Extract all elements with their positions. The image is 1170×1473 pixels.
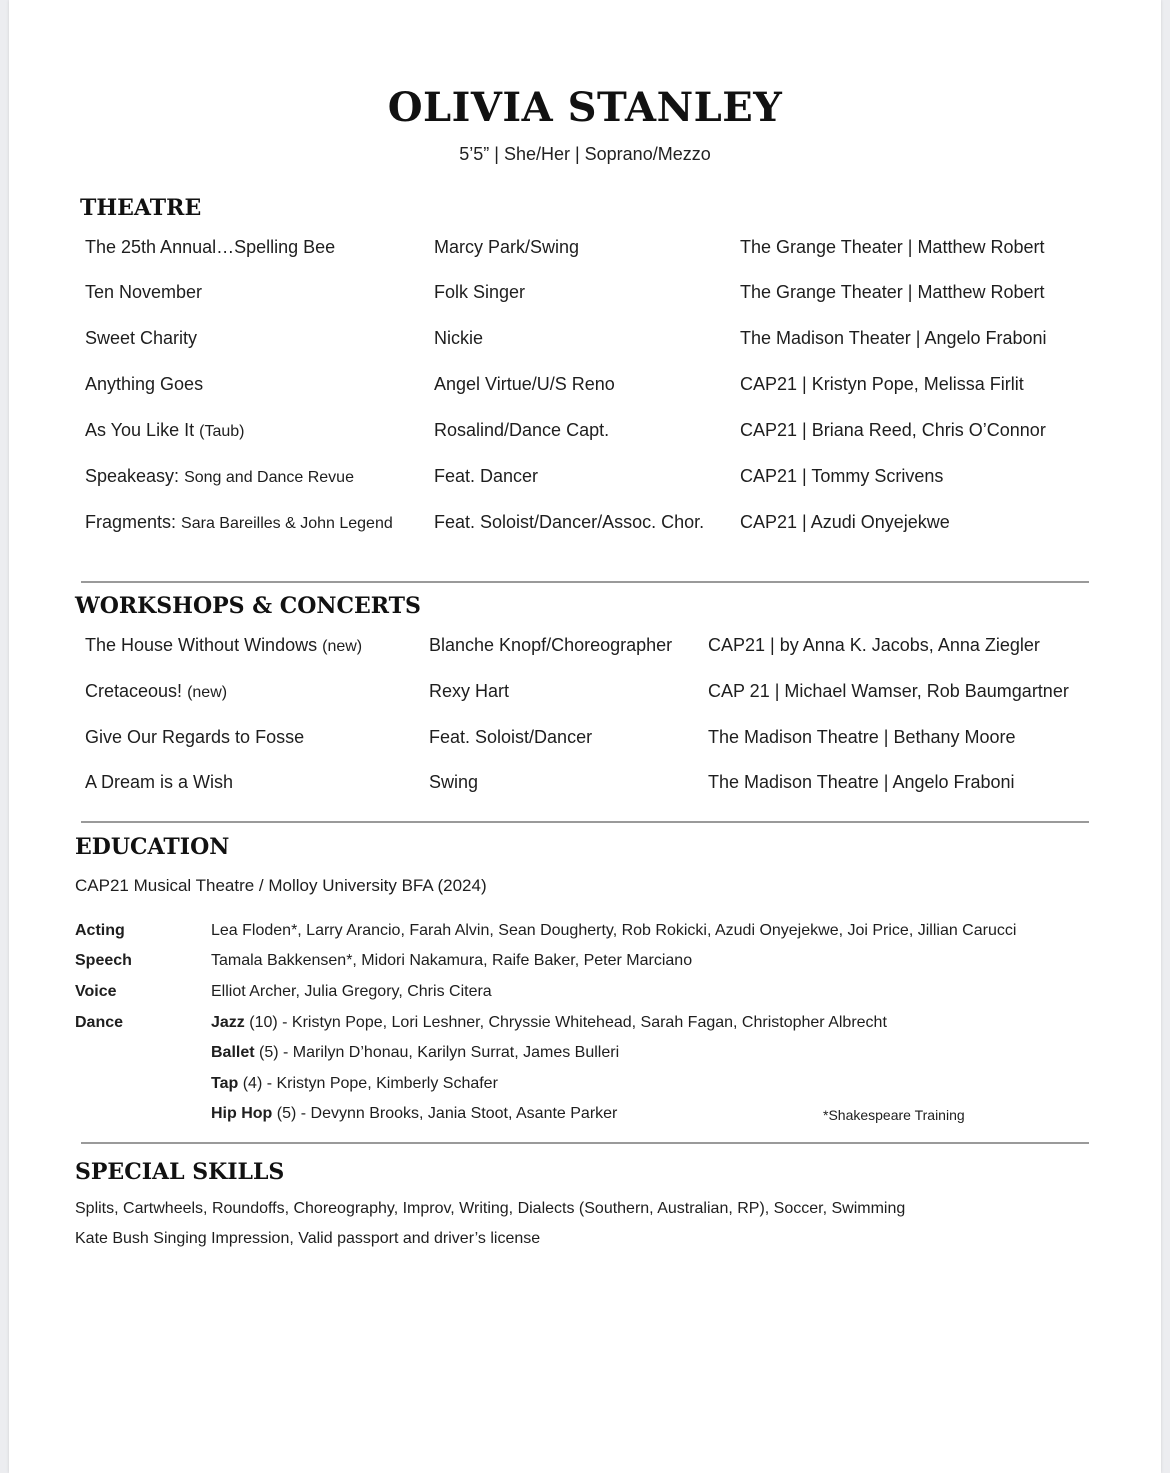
dance-training: Hip Hop (5) - Devynn Brooks, Jania Stoot, Asante Parker xyxy=(211,1105,618,1122)
workshop-role: Rexy Hart xyxy=(429,681,510,701)
skills-line: Splits, Cartwheels, Roundoffs, Choreography, Improv, Writing, Dialects (Southern, Australian, RP), Soccer, Swimming xyxy=(75,1200,906,1217)
show-note: Song and Dance Revue xyxy=(184,469,354,486)
theatre-role: Folk Singer xyxy=(434,282,526,302)
theatre-show: Anything Goes xyxy=(85,374,204,394)
show-note: (new) xyxy=(187,684,228,701)
section-divider xyxy=(81,581,1089,583)
dance-training: Tap (4) - Kristyn Pope, Kimberly Schafer xyxy=(211,1075,498,1092)
training-label: Dance xyxy=(75,1014,124,1031)
skills-heading: SPECIAL SKILLS xyxy=(75,1159,285,1185)
theatre-venue: The Grange Theater | Matthew Robert xyxy=(740,237,1045,257)
theatre-venue: CAP21 | Briana Reed, Chris O’Connor xyxy=(740,420,1046,440)
training-list: Elliot Archer, Julia Gregory, Chris Citera xyxy=(211,983,492,1000)
section-divider xyxy=(81,821,1089,823)
training-label: Speech xyxy=(75,952,132,969)
workshop-venue: CAP 21 | Michael Wamser, Rob Baumgartner xyxy=(708,681,1069,701)
actor-details: 5’5” | She/Her | Soprano/Mezzo xyxy=(459,144,711,164)
show-note: (Taub) xyxy=(199,423,245,440)
theatre-role: Rosalind/Dance Capt. xyxy=(434,420,610,440)
workshop-venue: The Madison Theatre | Angelo Fraboni xyxy=(708,772,1015,792)
theatre-venue: CAP21 | Tommy Scrivens xyxy=(740,466,944,486)
theatre-show: Sweet Charity xyxy=(85,328,198,348)
workshop-show: Cretaceous! (new) xyxy=(85,681,228,701)
workshop-venue: The Madison Theatre | Bethany Moore xyxy=(708,727,1016,747)
workshop-role: Blanche Knopf/Choreographer xyxy=(429,635,673,655)
theatre-show: As You Like It (Taub) xyxy=(85,420,245,440)
theatre-show: Speakeasy: Song and Dance Revue xyxy=(85,466,354,486)
dance-style: Jazz xyxy=(211,1014,245,1031)
theatre-show: The 25th Annual…Spelling Bee xyxy=(85,237,336,257)
education-heading: EDUCATION xyxy=(75,834,230,860)
dance-style: Ballet xyxy=(211,1044,255,1061)
theatre-show: Ten November xyxy=(85,282,203,302)
theatre-role: Marcy Park/Swing xyxy=(434,237,580,257)
education-program: CAP21 Musical Theatre / Molloy University BFA (2024) xyxy=(75,876,487,895)
dance-style: Hip Hop xyxy=(211,1105,273,1122)
theatre-role: Feat. Soloist/Dancer/Assoc. Chor. xyxy=(434,512,705,532)
training-list: Lea Floden*, Larry Arancio, Farah Alvin, Sean Dougherty, Rob Rokicki, Azudi Onyejekwe, Joi Price, Jillian Carucci xyxy=(211,922,1017,939)
workshop-show: The House Without Windows (new) xyxy=(85,635,363,655)
theatre-heading: THEATRE xyxy=(80,195,202,221)
theatre-role: Nickie xyxy=(434,328,484,348)
workshop-role: Feat. Soloist/Dancer xyxy=(429,727,593,747)
theatre-venue: The Madison Theater | Angelo Fraboni xyxy=(740,328,1047,348)
show-note: (new) xyxy=(322,638,363,655)
workshop-show: A Dream is a Wish xyxy=(85,772,234,792)
workshop-venue: CAP21 | by Anna K. Jacobs, Anna Ziegler xyxy=(708,635,1040,655)
skills-line: Kate Bush Singing Impression, Valid passport and driver’s license xyxy=(75,1230,541,1247)
workshop-role: Swing xyxy=(429,772,479,792)
theatre-role: Feat. Dancer xyxy=(434,466,539,486)
theatre-venue: CAP21 | Azudi Onyejekwe xyxy=(740,512,950,532)
show-note: Sara Bareilles & John Legend xyxy=(181,515,393,532)
training-label: Acting xyxy=(75,922,125,939)
section-divider xyxy=(81,1142,1089,1144)
workshop-show: Give Our Regards to Fosse xyxy=(85,727,305,747)
training-list: Tamala Bakkensen*, Midori Nakamura, Raife Baker, Peter Marciano xyxy=(211,952,693,969)
theatre-show: Fragments: Sara Bareilles & John Legend xyxy=(85,512,393,532)
actor-name: OLIVIA STANLEY xyxy=(387,84,783,131)
workshops-heading: WORKSHOPS & CONCERTS xyxy=(75,593,421,619)
theatre-role: Angel Virtue/U/S Reno xyxy=(434,374,615,394)
dance-training: Jazz (10) - Kristyn Pope, Lori Leshner, Chryssie Whitehead, Sarah Fagan, Christopher Albrecht xyxy=(211,1014,887,1031)
dance-training: Ballet (5) - Marilyn D’honau, Karilyn Surrat, James Bulleri xyxy=(211,1044,620,1061)
footnote: *Shakespeare Training xyxy=(823,1107,965,1123)
theatre-venue: CAP21 | Kristyn Pope, Melissa Firlit xyxy=(740,374,1024,394)
training-label: Voice xyxy=(75,983,117,1000)
dance-style: Tap xyxy=(211,1075,239,1092)
theatre-venue: The Grange Theater | Matthew Robert xyxy=(740,282,1045,302)
